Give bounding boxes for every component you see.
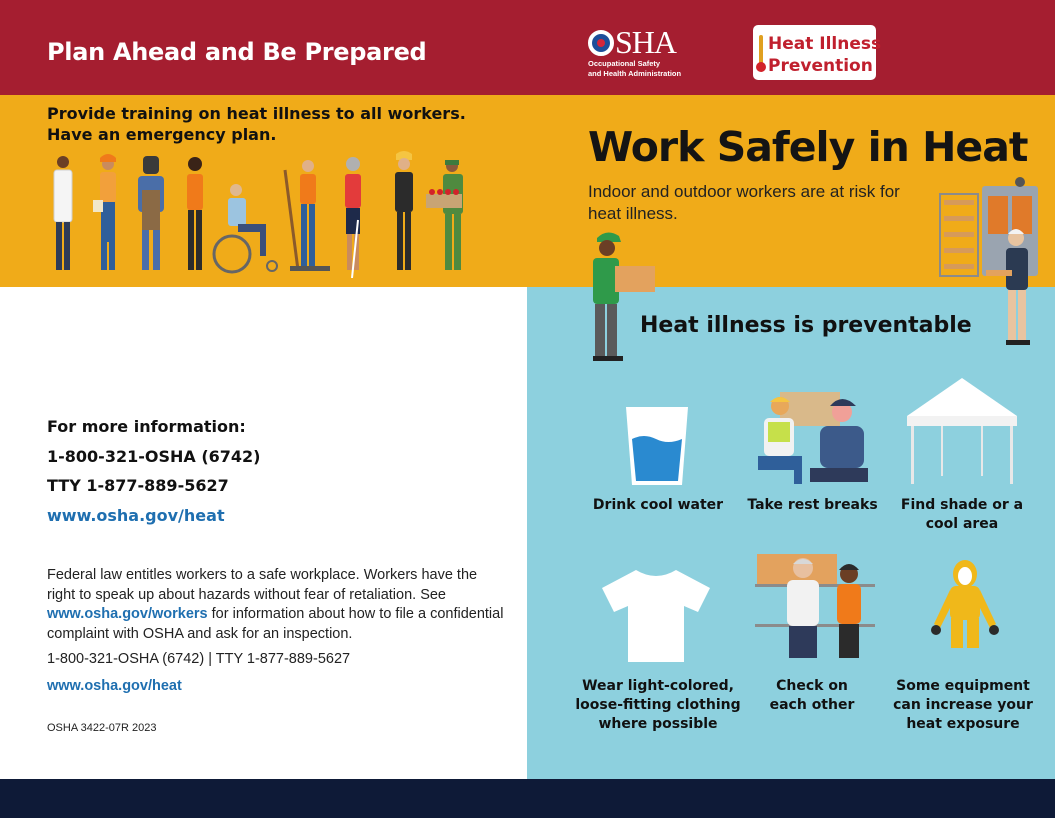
page-subtitle: Indoor and outdoor workers are at risk for heat illness. — [588, 182, 900, 223]
delivery-worker-illustration — [585, 228, 660, 363]
header-title: Plan Ahead and Be Prepared — [47, 38, 427, 66]
training-text: Provide training on heat illness to all workers. Have an emergency plan. — [47, 104, 466, 144]
heat-link-secondary[interactable]: www.osha.gov/heat — [47, 678, 182, 694]
info-tty: TTY 1-877-889-5627 — [47, 476, 229, 495]
heat-link[interactable]: www.osha.gov/heat — [47, 506, 225, 525]
worker-clipboard-icon — [93, 154, 116, 270]
canopy-tent-icon — [905, 376, 1020, 488]
prevention-title: Heat illness is preventable — [640, 313, 972, 338]
welder-worker-icon — [138, 156, 164, 270]
thermometer-icon — [759, 35, 763, 67]
osha-circle-icon — [588, 30, 614, 56]
publication-number: OSHA 3422-07R 2023 — [47, 722, 157, 734]
page-title: Work Safely in Heat — [588, 123, 1028, 171]
tip-equipment-exposure: Some equipment can increase your heat exposure — [893, 678, 1033, 732]
protective-suit-icon — [928, 558, 1002, 650]
worker-vest-icon — [187, 157, 203, 270]
osha-wordmark: SHA — [588, 24, 676, 61]
info-heading: For more information: — [47, 417, 246, 436]
footer-bar — [0, 779, 1055, 818]
water-glass-icon — [624, 405, 690, 487]
worker-cane-icon — [345, 157, 361, 278]
diverse-workers-illustration — [40, 150, 480, 278]
osha-subtitle: Occupational Safety and Health Administration — [588, 59, 682, 78]
coworkers-icon — [755, 552, 877, 660]
tip-find-shade: Find shade or a cool area — [900, 497, 1024, 532]
worker-broom-icon — [285, 160, 330, 271]
tip-rest-breaks: Take rest breaks — [747, 497, 878, 513]
tip-light-clothing: Wear light-colored, loose-fitting clothing where possible — [575, 678, 741, 732]
workers-resting-icon — [750, 390, 875, 487]
tip-check-each-other: Check on each other — [769, 678, 855, 713]
federal-law-paragraph: Federal law entitles workers to a safe workplace. Workers have the right to speak up about hazards without fear of retaliation. See www.osha.gov/workers for information about how to file a confidential complaint with OSHA and ask for an inspection. — [47, 567, 504, 642]
info-phone: 1-800-321-OSHA (6742) — [47, 447, 261, 466]
osha-logo — [588, 24, 688, 84]
t-shirt-icon — [600, 568, 712, 664]
scientist-worker-icon — [54, 156, 72, 270]
contact-line: 1-800-321-OSHA (6742) | TTY 1-877-889-5627 — [47, 651, 351, 667]
worker-manager-icon — [395, 151, 413, 270]
farmer-worker-icon — [426, 160, 463, 270]
workers-link[interactable]: www.osha.gov/workers — [47, 606, 208, 622]
wheelchair-worker-icon — [214, 184, 277, 272]
heat-illness-prevention-badge: Heat Illness Prevention — [753, 25, 876, 80]
tip-drink-water: Drink cool water — [592, 497, 724, 513]
